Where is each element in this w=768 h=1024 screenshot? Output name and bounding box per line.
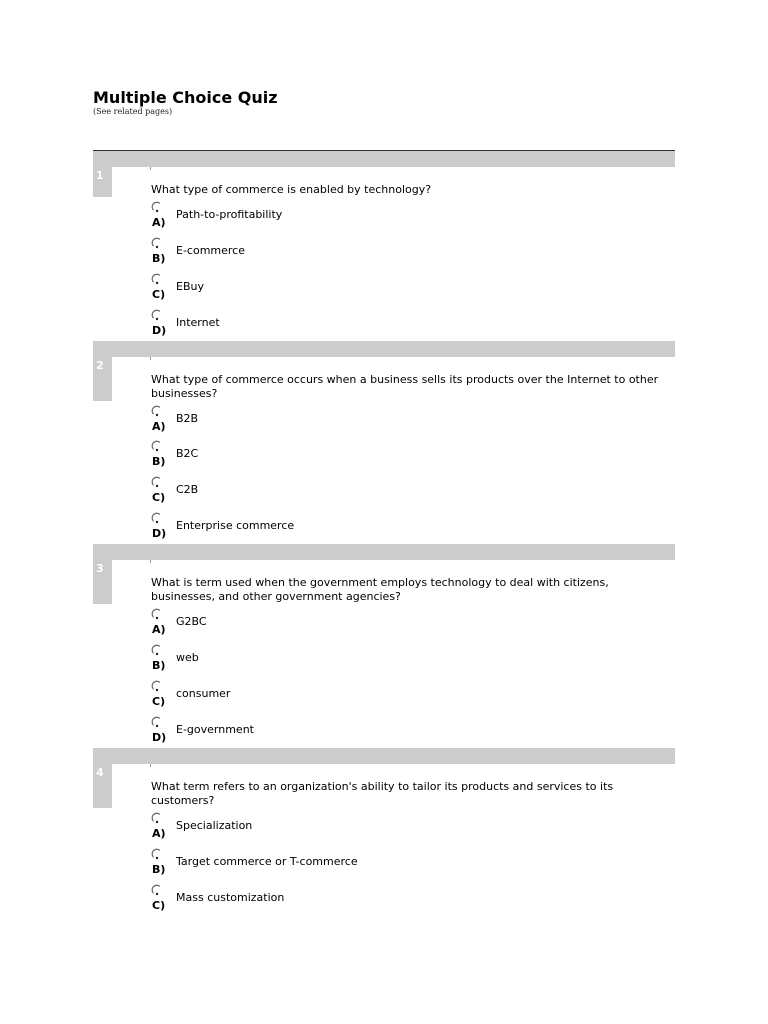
option-text: Specialization <box>176 819 253 832</box>
radio-button-icon[interactable] <box>151 405 163 417</box>
option-text: E-commerce <box>176 244 245 257</box>
option-letter: A) <box>152 420 166 433</box>
option-a[interactable] <box>151 812 551 848</box>
option-d[interactable] <box>151 716 551 752</box>
radio-button-icon[interactable] <box>151 680 163 692</box>
tick-mark <box>150 357 151 360</box>
option-text: EBuy <box>176 280 204 293</box>
question-number-cell <box>93 764 112 808</box>
radio-button-icon[interactable] <box>151 812 163 824</box>
option-letter: B) <box>152 863 166 876</box>
option-text: Target commerce or T-commerce <box>176 855 358 868</box>
question-header-bar <box>93 748 675 764</box>
option-d[interactable] <box>151 512 551 548</box>
option-text: B2C <box>176 447 199 460</box>
option-c[interactable] <box>151 884 551 920</box>
option-a[interactable] <box>151 608 551 644</box>
radio-button-icon[interactable] <box>151 512 163 524</box>
option-letter: A) <box>152 216 166 229</box>
option-letter: B) <box>152 659 166 672</box>
option-a[interactable] <box>151 405 551 441</box>
option-b[interactable] <box>151 644 551 680</box>
option-c[interactable] <box>151 680 551 716</box>
option-letter: B) <box>152 252 166 265</box>
tick-mark <box>150 167 151 170</box>
option-c[interactable] <box>151 476 551 512</box>
question-number-cell <box>93 357 112 401</box>
option-letter: C) <box>152 695 166 708</box>
option-letter: C) <box>152 491 166 504</box>
option-text: Path-to-profitability <box>176 208 283 221</box>
option-text: E-government <box>176 723 254 736</box>
question-text: What type of commerce is enabled by technology? <box>151 183 432 196</box>
radio-button-icon[interactable] <box>151 440 163 452</box>
option-letter: A) <box>152 623 166 636</box>
option-letter: D) <box>152 731 167 744</box>
radio-button-icon[interactable] <box>151 309 163 321</box>
question-number-cell <box>93 167 112 197</box>
radio-button-icon[interactable] <box>151 237 163 249</box>
question-number-cell <box>93 560 112 604</box>
option-letter: D) <box>152 527 167 540</box>
radio-button-icon[interactable] <box>151 476 163 488</box>
option-text: consumer <box>176 687 231 700</box>
radio-button-icon[interactable] <box>151 848 163 860</box>
radio-button-icon[interactable] <box>151 644 163 656</box>
question-header-bar <box>93 151 675 167</box>
question-text: What type of commerce occurs when a business sells its products over the Internet to other businesses? <box>151 373 659 400</box>
question-number: 1 <box>96 169 104 182</box>
question-header-bar <box>93 544 675 560</box>
option-letter: B) <box>152 455 166 468</box>
question-text: What term refers to an organization's ability to tailor its products and services to its customers? <box>151 780 614 807</box>
option-letter: D) <box>152 324 167 337</box>
option-c[interactable] <box>151 273 551 309</box>
option-text: G2BC <box>176 615 207 628</box>
radio-button-icon[interactable] <box>151 716 163 728</box>
question-header-bar <box>93 341 675 357</box>
option-d[interactable] <box>151 309 551 345</box>
radio-button-icon[interactable] <box>151 608 163 620</box>
radio-button-icon[interactable] <box>151 273 163 285</box>
tick-mark <box>150 764 151 767</box>
option-b[interactable] <box>151 440 551 476</box>
radio-button-icon[interactable] <box>151 884 163 896</box>
option-b[interactable] <box>151 848 551 884</box>
related-pages-link[interactable]: (See related pages) <box>93 107 173 116</box>
option-letter: C) <box>152 899 166 912</box>
option-text: B2B <box>176 412 199 425</box>
question-number: 3 <box>96 562 104 575</box>
option-b[interactable] <box>151 237 551 273</box>
option-text: Mass customization <box>176 891 285 904</box>
question-number: 4 <box>96 766 104 779</box>
tick-mark <box>150 560 151 563</box>
question-text: What is term used when the government employs technology to deal with citizens, businesses, and other government agencies? <box>151 576 609 603</box>
option-letter: A) <box>152 827 166 840</box>
option-letter: C) <box>152 288 166 301</box>
option-text: Internet <box>176 316 220 329</box>
radio-button-icon[interactable] <box>151 201 163 213</box>
option-text: C2B <box>176 483 199 496</box>
option-text: Enterprise commerce <box>176 519 295 532</box>
option-text: web <box>176 651 199 664</box>
page-title: Multiple Choice Quiz <box>93 88 278 107</box>
option-a[interactable] <box>151 201 551 237</box>
question-number: 2 <box>96 359 104 372</box>
